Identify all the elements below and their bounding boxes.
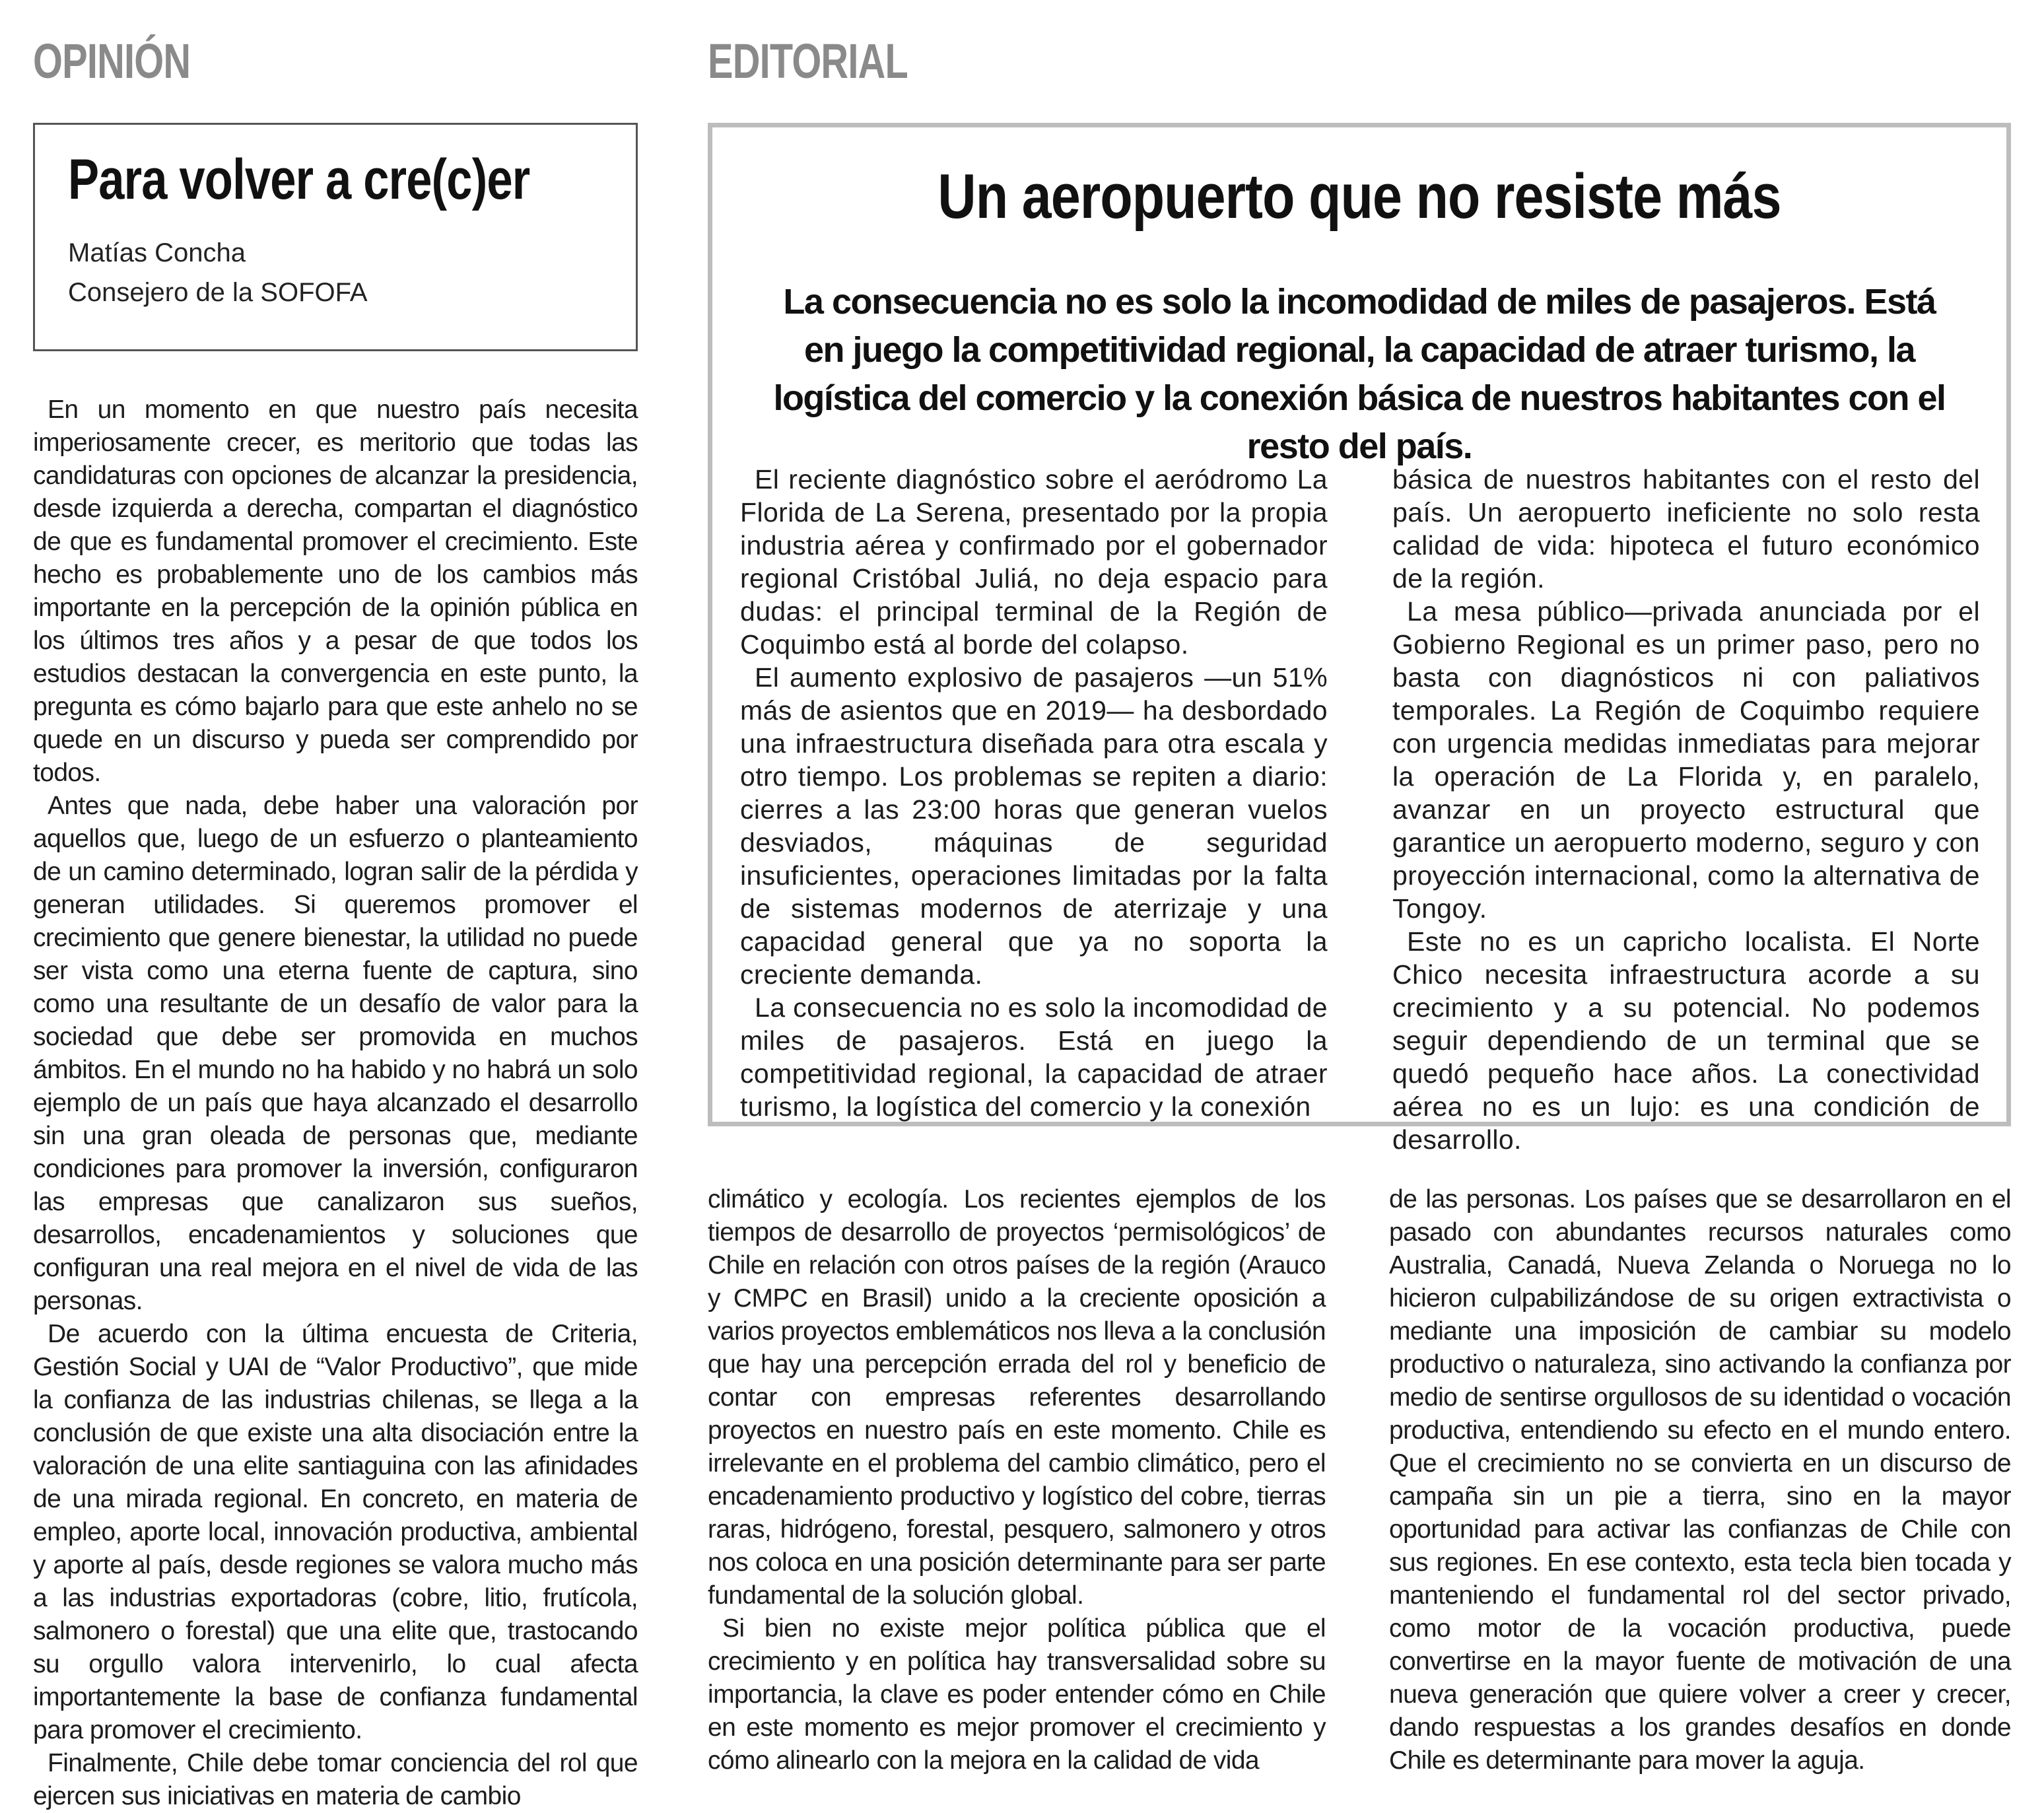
editorial-paragraph: El aumento explosivo de pasajeros —un 51% más de asientos que en 2019— ha desbordado una infraestructura diseñada para otra escala y otro tiempo. Los problemas se repiten a diario: cierres a las 23:00 horas que generan vuelos desviados, máquinas de seguridad insuficientes, operaciones limitadas por la falta de sistemas modernos de aterrizaje y una capacidad general que ya no soporta la creciente demanda. xyxy=(740,662,1328,990)
opinion-column-2 xyxy=(708,1183,1326,1777)
opinion-paragraph: Antes que nada, debe haber una valoración por aquellos que, luego de un esfuerzo o planteamiento de un camino determinado, logran salir de la pérdida y generan utilidades. Si queremos promover el crecimiento que genere bienestar, la utilidad no puede ser vista como una eterna fuente de captura, sino como una resultante de un desafío de valor para la sociedad que debe ser promovida en muchos ámbitos. En el mundo no ha habido y no habrá un solo ejemplo de un país que haya alcanzado el desarrollo sin una gran oleada de personas que, mediante condiciones para promover la inversión, configuraron las empresas que canalizaron sus sueños, desarrollos, encadenamientos y soluciones que configuran una real mejora en el nivel de vida de las personas. xyxy=(33,792,638,1315)
section-label-editorial: EDITORIAL xyxy=(708,34,908,88)
opinion-title: Para volver a cre(c)er xyxy=(68,148,530,211)
opinion-paragraph: Si bien no existe mejor política pública que el crecimiento y en política hay transversalidad sobre su importancia, la clave es poder entender cómo en Chile en este momento es mejor promover el crecimiento y cómo alinearlo con la mejora en la calidad de vida xyxy=(708,1614,1326,1775)
editorial-title: Un aeropuerto que no resiste más xyxy=(937,161,1781,232)
opinion-author-role: Consejero de la SOFOFA xyxy=(68,278,368,307)
opinion-author: Matías Concha xyxy=(68,238,246,267)
editorial-column-1 xyxy=(740,463,1328,1123)
editorial-paragraph: básica de nuestros habitantes con el resto del país. Un aeropuerto ineficiente no solo resta calidad de vida: hipoteca el futuro económico de la región. xyxy=(1392,464,1980,594)
editorial-box xyxy=(708,123,2011,1155)
opinion-paragraph: de las personas. Los países que se desarrollaron en el pasado con abundantes recursos naturales como Australia, Canadá, Nueva Zelanda o Noruega no lo hicieron culpabilizándose de su origen extractivista o mediante una imposición de cambiar su modelo productivo o naturaleza, sino activando la confianza por medio de sentirse orgullosos de su identidad o vocación productiva, entendiendo su efecto en el mundo entero. Que el crecimiento no se convierta en un discurso de campaña sin un pie a tierra, sino en la mayor oportunidad para activar las confianzas de Chile con sus regiones. En ese contexto, esta tecla bien tocada y manteniendo el fundamental rol del sector privado, como motor de la vocación productiva, puede convertirse en la mayor fuente de motivación de una nueva generación que quiere volver a creer y crecer, dando respuestas a los grandes desafíos en donde Chile es determinante para mover la aguja. xyxy=(1389,1185,2011,1775)
opinion-column-3 xyxy=(1389,1183,2011,1777)
opinion-paragraph: De acuerdo con la última encuesta de Criteria, Gestión Social y UAI de “Valor Productivo”, que mide la confianza de las industrias chilenas, se llega a la conclusión de que existe una alta disociación entre la valoración de una elite santiaguina con las afinidades de una mirada regional. En concreto, en materia de empleo, aporte local, innovación productiva, ambiental y aporte al país, desde regiones se valora mucho más a las industrias exportadoras (cobre, litio, frutícola, salmonero o forestal) que una elite que, trastocando su orgullo valora intervenirlo, lo cual afecta importantemente la base de confianza fundamental para promover el crecimiento. xyxy=(33,1320,638,1744)
editorial-paragraph: La consecuencia no es solo la incomodidad de miles de pasajeros. Está en juego la competitividad regional, la capacidad de atraer turismo, la logística del comercio y la conexión xyxy=(740,992,1328,1122)
opinion-column-1 xyxy=(33,393,638,1813)
opinion-paragraph: climático y ecología. Los recientes ejemplos de los tiempos de desarrollo de proyectos ‘permisológicos’ de Chile en relación con otros países de la región (Arauco y CMPC en Brasil) unido a la creciente oposición a varios proyectos emblemáticos nos lleva a la conclusión que hay una percepción errada del rol y beneficio de contar con empresas referentes desarrollando proyectos en nuestro país en este momento. Chile es irrelevante en el problema del cambio climático, pero el encadenamiento productivo y logístico del cobre, tierras raras, hidrógeno, forestal, pesquero, salmonero y otros nos coloca en una posición determinante para ser parte fundamental de la solución global. xyxy=(708,1185,1326,1610)
editorial-paragraph: Este no es un capricho localista. El Norte Chico necesita infraestructura acorde a su crecimiento y a su potencial. No podemos seguir dependiendo de un terminal que se quedó pequeño hace años. La conectividad aérea no es un lujo: es una condición de desarrollo. xyxy=(1392,926,1980,1155)
editorial-paragraph: El reciente diagnóstico sobre el aeródromo La Florida de La Serena, presentado por la propia industria aérea y confirmado por el gobernador regional Cristóbal Juliá, no deja espacio para dudas: el principal terminal de la Región de Coquimbo está al borde del colapso. xyxy=(740,464,1328,660)
opinion-paragraph: En un momento en que nuestro país necesita imperiosamente crecer, es meritorio que todas las candidaturas con opciones de alcanzar la presidencia, desde izquierda a derecha, compartan el diagnóstico de que es fundamental promover el crecimiento. Este hecho es probablemente uno de los cambios más importante en la percepción de la opinión pública en los últimos tres años y a pesar de que todos los estudios destacan la convergencia en este punto, la pregunta es cómo bajarlo para que este anhelo no se quede en un discurso y pueda ser comprendido por todos. xyxy=(33,395,638,787)
editorial-lead: La consecuencia no es solo la incomodidad de miles de pasajeros. Está en juego la competitividad regional, la capacidad de atraer turismo, la logística del comercio y la conexión básica de nuestros habitantes con el resto del país. xyxy=(773,282,1946,466)
section-label-opinion: OPINIÓN xyxy=(33,34,191,88)
editorial-paragraph: La mesa público—privada anunciada por el Gobierno Regional es un primer paso, pero no basta con diagnósticos ni con paliativos temporales. La Región de Coquimbo requiere con urgencia medidas inmediatas para mejorar la operación de La Florida y, en paralelo, avanzar en un proyecto estructural que garantice un aeropuerto moderno, seguro y con proyección internacional, como la alternativa de Tongoy. xyxy=(1392,596,1980,924)
opinion-header-box xyxy=(33,123,638,351)
editorial-column-2 xyxy=(1392,463,1980,1156)
opinion-paragraph: Finalmente, Chile debe tomar conciencia del rol que ejercen sus iniciativas en materia de cambio xyxy=(33,1749,638,1810)
